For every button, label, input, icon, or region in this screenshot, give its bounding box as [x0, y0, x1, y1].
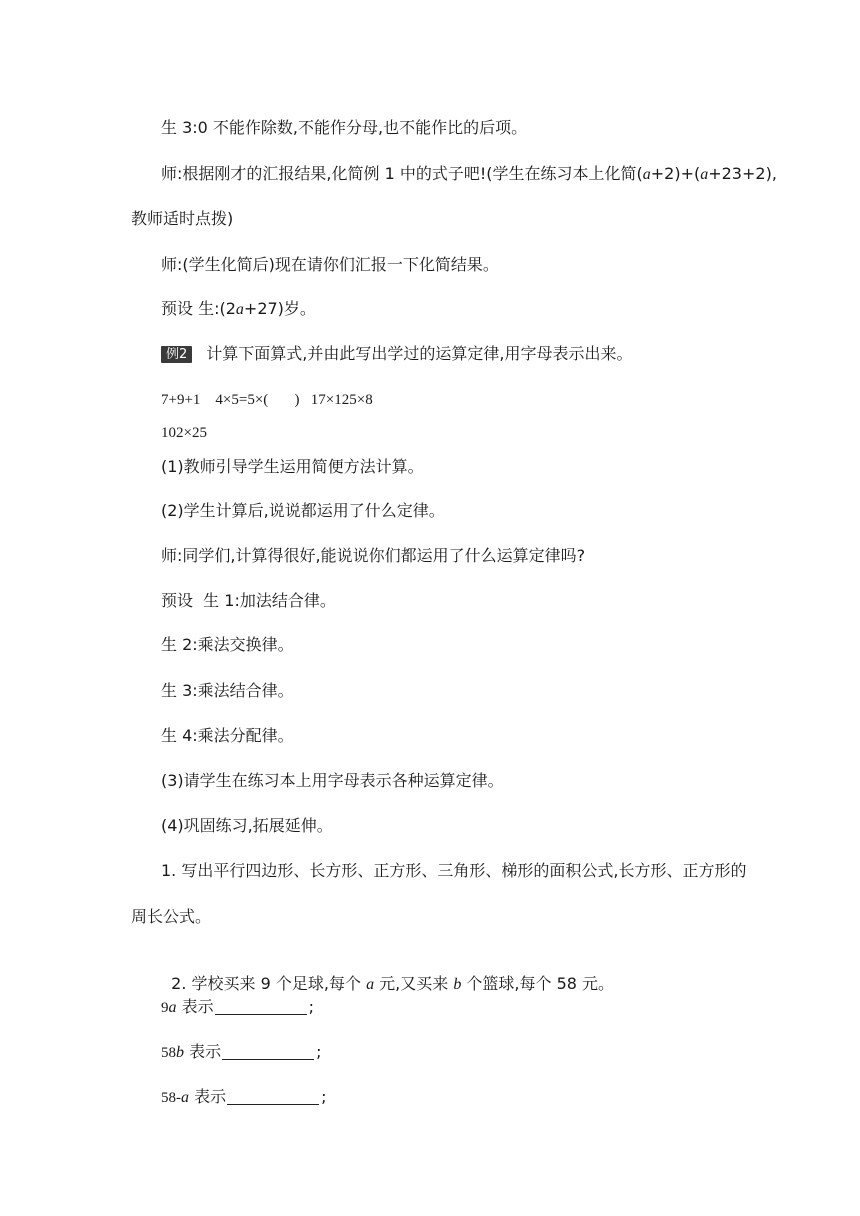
- answer-blank[interactable]: [227, 1088, 319, 1105]
- fill-blank-line-1: [161, 996, 314, 1019]
- variable-a: a: [700, 166, 709, 183]
- text-line-11: 师:同学们,计算得很好,能说说你们都运用了什么运算定律吗?: [161, 546, 586, 565]
- variable-a: a: [366, 976, 375, 993]
- text-segment: 9: [161, 1000, 169, 1016]
- text-line-15: 生 4:乘法分配律。: [161, 726, 294, 745]
- text-segment: ;: [308, 997, 314, 1016]
- text-segment: 元,又买来: [374, 974, 454, 993]
- fill-blank-line-3: [161, 1086, 326, 1109]
- text-line-1: 生 3:0 不能作除数,不能作分母,也不能作比的后项。: [161, 118, 528, 137]
- variable-b: b: [453, 976, 462, 993]
- answer-blank[interactable]: [222, 1043, 314, 1060]
- text-line-4: 师:(学生化简后)现在请你们汇报一下化简结果。: [161, 255, 499, 274]
- text-segment: 预设 生:(2: [161, 299, 236, 318]
- text-line-13: 生 2:乘法交换律。: [161, 635, 294, 654]
- text-line-18: 1. 写出平行四边形、长方形、正方形、三角形、梯形的面积公式,长方形、正方形的: [161, 861, 747, 880]
- text-line-19: 周长公式。: [131, 907, 212, 926]
- variable-a: a: [168, 999, 177, 1016]
- text-segment: 表示: [176, 997, 214, 1016]
- text-segment: 表示: [184, 1042, 222, 1061]
- text-line-2: [161, 163, 777, 186]
- example-badge: 例2: [161, 346, 192, 363]
- text-line-10: (2)学生计算后,说说都运用了什么定律。: [161, 501, 445, 520]
- expressions-line-1: 7+9+1 4×5=5×( ) 17×125×8: [161, 392, 373, 408]
- text-segment: 58-: [161, 1090, 181, 1106]
- text-line-20: [161, 951, 614, 996]
- text-segment: +27)岁。: [243, 299, 316, 318]
- text-segment: 2. 学校买来 9 个足球,每个: [171, 974, 367, 993]
- example-prompt: 计算下面算式,并由此写出学过的运算定律,用字母表示出来。: [206, 344, 633, 363]
- text-segment: ;: [321, 1087, 327, 1106]
- fill-blank-line-2: [161, 1041, 321, 1064]
- variable-a: a: [235, 301, 244, 318]
- text-segment: 个篮球,每个 58 元。: [461, 974, 615, 993]
- example-2-heading: [161, 343, 632, 365]
- variable-a: a: [642, 166, 651, 183]
- variable-a: a: [181, 1089, 189, 1106]
- answer-blank[interactable]: [215, 998, 307, 1015]
- text-segment: 表示: [189, 1087, 227, 1106]
- text-segment: ;: [316, 1042, 322, 1061]
- text-segment: 58: [161, 1045, 176, 1061]
- variable-b: b: [176, 1044, 184, 1061]
- text-line-14: 生 3:乘法结合律。: [161, 681, 294, 700]
- text-line-9: (1)教师引导学生运用简便方法计算。: [161, 457, 424, 476]
- text-segment: 师:根据刚才的汇报结果,化简例 1 中的式子吧!(学生在练习本上化简(: [161, 164, 643, 183]
- text-line-12: 预设 生 1:加法结合律。: [161, 591, 336, 610]
- expressions-line-2: 102×25: [161, 425, 207, 441]
- text-segment: +23+2),: [708, 164, 777, 183]
- text-segment: +2)+(: [650, 164, 701, 183]
- text-line-17: (4)巩固练习,拓展延伸。: [161, 816, 333, 835]
- text-line-5: [161, 298, 316, 321]
- text-line-3: 教师适时点拨): [131, 209, 234, 228]
- text-line-16: (3)请学生在练习本上用字母表示各种运算定律。: [161, 771, 504, 790]
